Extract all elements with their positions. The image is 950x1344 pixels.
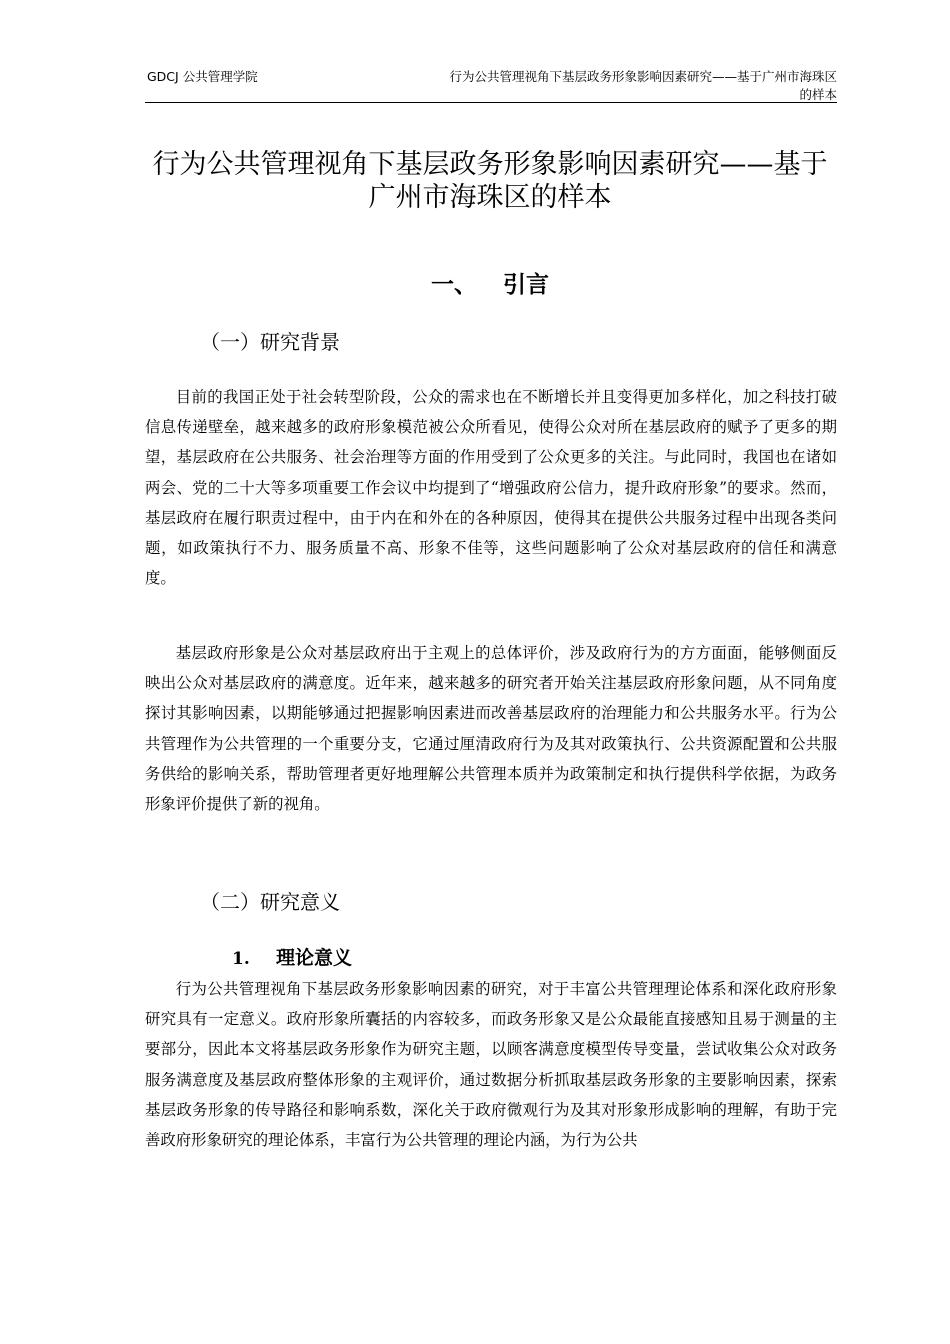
- item-heading-theoretical: [232, 944, 632, 973]
- section-heading-introduction: [140, 270, 840, 300]
- item-number: 1.: [232, 949, 250, 969]
- paragraph-background-2: 基层政府形象是公众对基层政府出于主观上的总体评价，涉及政府行为的方方面面，能够侧面反映出公众对基层政府的满意度。近年来，越来越多的研究者开始关注基层政府形象问题，从不同角度探讨其影响因素，以期能够通过把握影响因素进而改善基层政府的治理能力和公共服务水平。行为公共管理作为公共管理的一个重要分支，它通过厘清政府行为及其对政策执行、公共资源配置和公共服务供给的影响关系，帮助管理者更好地理解公共管理本质并为政策制定和执行提供科学依据，为政务形象评价提供了新的视角。: [145, 644, 837, 814]
- section-title: 引言: [503, 272, 549, 298]
- paragraph-theoretical-significance: 行为公共管理视角下基层政务形象影响因素的研究，对于丰富公共管理理论体系和深化政府形象研究具有一定意义。政府形象所囊括的内容较多，而政务形象又是公众最能直接感知且易于测量的主要部分，因此本文将基层政务形象作为研究主题，以顾客满意度模型传导变量，尝试收集公众对政务服务满意度及基层政府整体形象的主观评价，通过数据分析抓取基层政务形象的主要影响因素，探索基层政务形象的传导路径和影响系数，深化关于政府微观行为及其对形象形成影响的理解，有助于完善政府形象研究的理论体系，丰富行为公共管理的理论内涵，为行为公共: [145, 980, 837, 1150]
- header-institution: GDCJ 公共管理学院: [147, 69, 258, 84]
- item-title: 理论意义: [276, 947, 353, 969]
- section-number: 一、: [431, 272, 477, 298]
- subsection-heading-background: （一）研究背景: [200, 330, 340, 354]
- running-header: [145, 66, 837, 103]
- document-title: 行为公共管理视角下基层政务形象影响因素研究——基于广州市海珠区的样本: [152, 149, 828, 213]
- paragraph-background-1: 目前的我国正处于社会转型阶段，公众的需求也在不断增长并且变得更加多样化，加之科技打破信息传递壁垒，越来越多的政府形象模范被公众所看见，使得公众对所在基层政府的赋予了更多的期望，基层政府在公共服务、社会治理等方面的作用受到了公众更多的关注。与此同时，我国也在诸如两会、党的二十大等多项重要工作会议中均提到了“增强政府公信力，提升政府形象”的要求。然而，基层政府在履行职责过程中，由于内在和外在的各种原因，使得其在提供公共服务过程中出现各类问题，如政策执行不力、服务质量不高、形象不佳等，这些问题影响了公众对基层政府的信任和满意度。: [145, 388, 837, 588]
- header-running-title: 行为公共管理视角下基层政务形象影响因素研究——基于广州市海珠区的样本: [449, 69, 837, 102]
- subsection-heading-significance: （二）研究意义: [200, 890, 340, 914]
